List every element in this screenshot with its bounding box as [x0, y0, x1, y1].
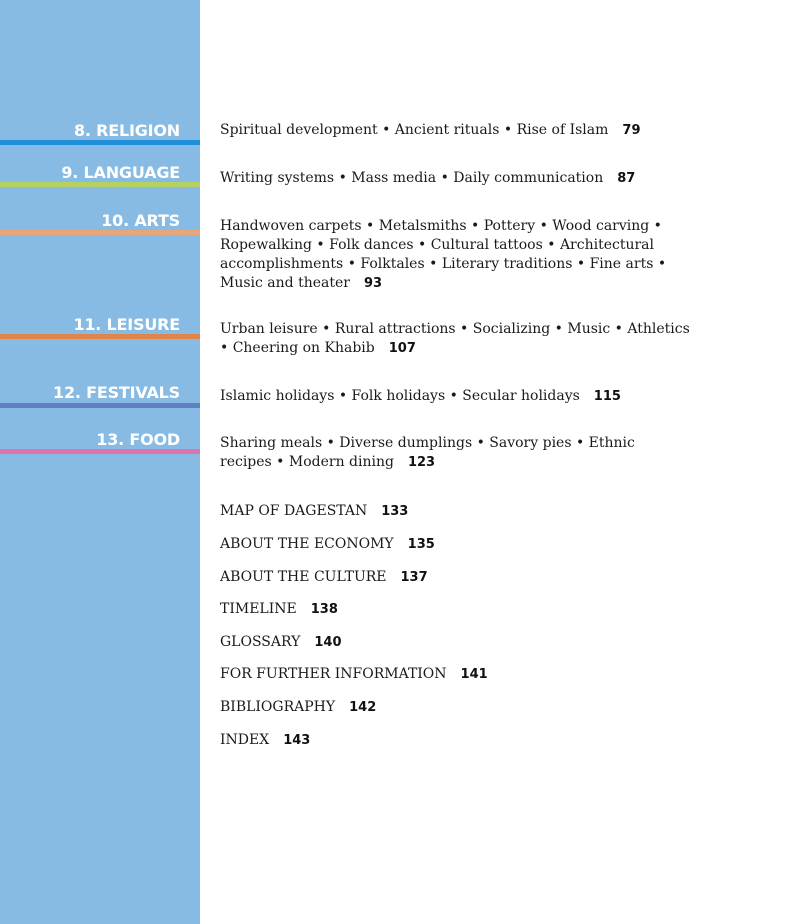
page-number: 133: [381, 504, 409, 519]
toc-label: TIMELINE: [220, 601, 297, 617]
page-number: 115: [593, 389, 621, 404]
chapter-topics: Islamic holidays • Folk holidays • Secular holidays: [220, 388, 580, 404]
page-number: 123: [407, 455, 436, 470]
chapter-rule-leisure: [0, 334, 200, 339]
page-number: 135: [407, 537, 435, 552]
toc-label: FOR FURTHER INFORMATION: [220, 666, 447, 682]
page-number: 137: [400, 570, 428, 585]
chapter-topics: Sharing meals • Diverse dumplings • Savory pies • Ethnic recipes • Modern dining: [220, 435, 635, 470]
chapter-rule-arts: [0, 230, 200, 235]
chapter-rule-festivals: [0, 403, 200, 408]
chapter-title-religion: 8. RELIGION: [73, 121, 180, 140]
page-number: 142: [349, 700, 377, 715]
toc-entry-culture[interactable]: [220, 568, 428, 587]
toc-entry-bibliography[interactable]: [220, 698, 376, 717]
chapter-topics: Handwoven carpets • Metalsmiths • Pottery • Wood carving • Ropewalking • Folk dances • Cultural tattoos • Architectural accomplishments • Folktales • Literary traditions • Fine arts • Music and theater: [220, 218, 667, 291]
chapter-description-arts[interactable]: [220, 217, 690, 293]
toc-label: INDEX: [220, 732, 270, 748]
chapter-description-food[interactable]: [220, 434, 690, 472]
chapter-title-festivals: 12. FESTIVALS: [53, 383, 180, 402]
toc-entry-map[interactable]: [220, 502, 408, 521]
chapter-title-leisure: 11. LEISURE: [73, 315, 180, 334]
chapter-description-festivals[interactable]: [220, 387, 690, 406]
chapter-title-language: 9. LANGUAGE: [61, 163, 180, 182]
toc-label: ABOUT THE CULTURE: [220, 569, 387, 585]
page-number: 138: [310, 602, 338, 617]
page-number: 143: [283, 733, 311, 748]
page-number: 141: [460, 667, 488, 682]
chapter-topics: Spiritual development • Ancient rituals • Rise of Islam: [220, 122, 609, 138]
toc-entry-index[interactable]: [220, 731, 310, 750]
page-number: 107: [388, 341, 416, 356]
chapter-title-arts: 10. ARTS: [101, 211, 180, 230]
toc-entry-economy[interactable]: [220, 535, 435, 554]
chapter-description-language[interactable]: [220, 169, 690, 188]
page-number: 140: [314, 635, 342, 650]
chapter-description-religion[interactable]: [220, 121, 690, 140]
chapter-rule-religion: [0, 140, 200, 145]
chapter-rule-language: [0, 182, 200, 187]
toc-label: BIBLIOGRAPHY: [220, 699, 336, 715]
chapter-topics: Urban leisure • Rural attractions • Socializing • Music • Athletics • Cheering on Khabib: [220, 321, 690, 356]
toc-entry-glossary[interactable]: [220, 633, 342, 652]
toc-entry-further-information[interactable]: [220, 665, 488, 684]
chapter-title-food: 13. FOOD: [96, 430, 180, 449]
toc-label: MAP OF DAGESTAN: [220, 503, 368, 519]
page-number: 79: [622, 123, 641, 138]
toc-label: ABOUT THE ECONOMY: [220, 536, 394, 552]
toc-entry-timeline[interactable]: [220, 600, 338, 619]
chapter-description-leisure[interactable]: [220, 320, 690, 358]
toc-label: GLOSSARY: [220, 634, 301, 650]
chapter-rule-food: [0, 449, 200, 454]
page-number: 93: [363, 276, 383, 291]
chapter-topics: Writing systems • Mass media • Daily communication: [220, 170, 604, 186]
page-number: 87: [617, 171, 636, 186]
